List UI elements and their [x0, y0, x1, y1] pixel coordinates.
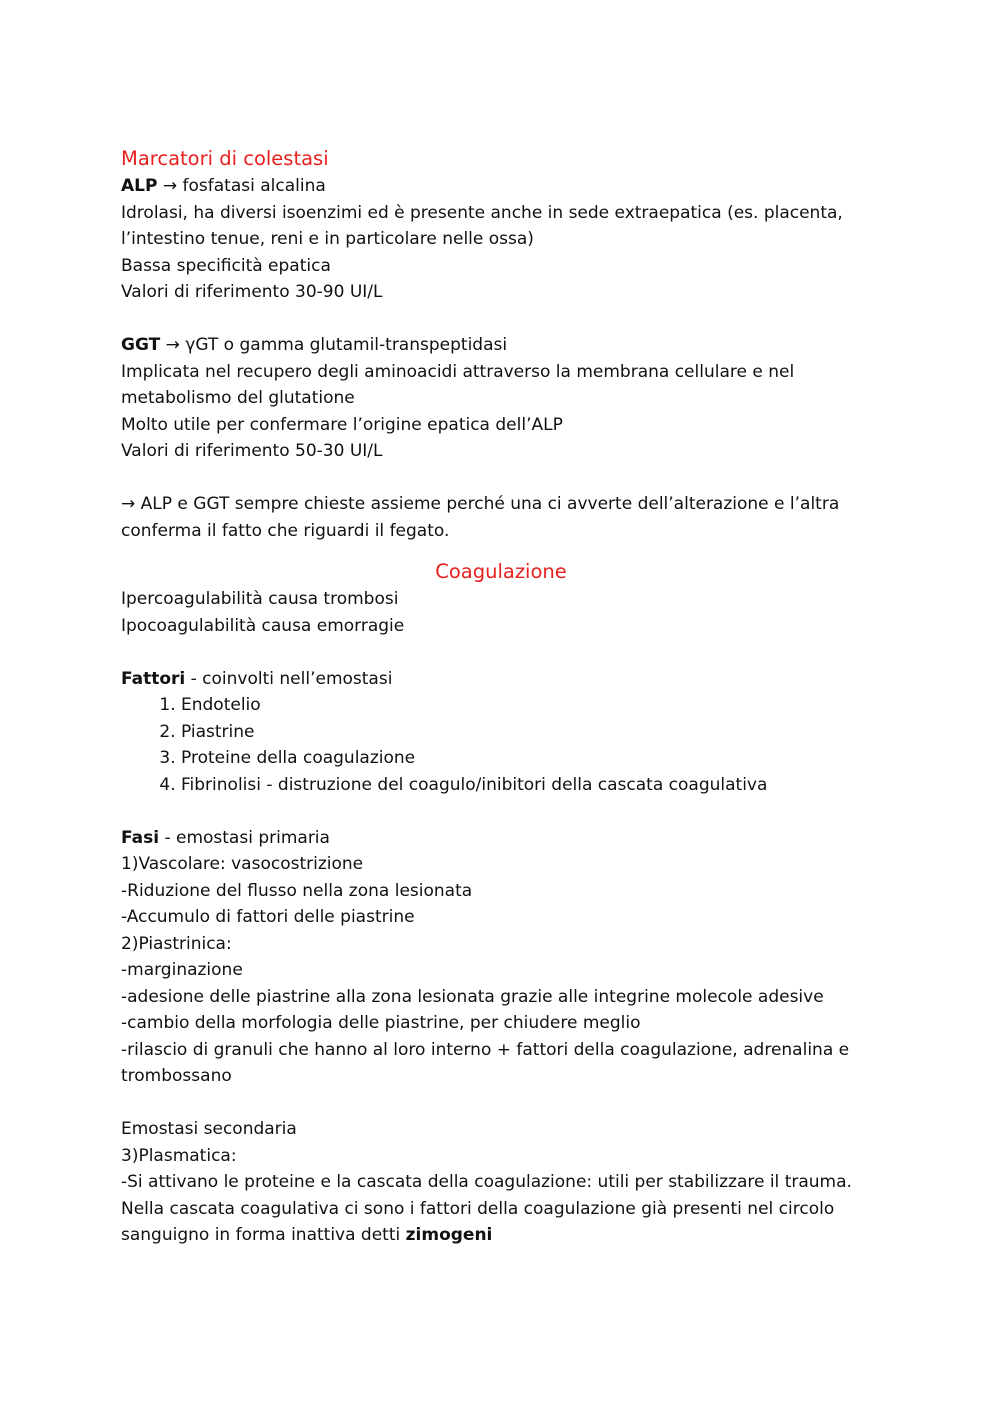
spacer — [121, 798, 881, 825]
fasi-line: -cambio della morfologia delle piastrine, per chiudere meglio — [121, 1013, 641, 1033]
ggt-title — [121, 332, 881, 359]
fasi-line: 2)Piastrinica: — [121, 933, 232, 954]
spacer — [121, 544, 881, 558]
fasi-line: -marginazione — [121, 960, 243, 980]
fattori-list — [121, 692, 881, 798]
spacer — [121, 306, 881, 333]
fasi-line: 1)Vascolare: vasocostrizione — [121, 854, 364, 874]
fasi-label: Fasi — [121, 827, 160, 848]
alp-title — [121, 173, 881, 200]
section-heading-colestasi: Marcatori di colestasi — [121, 147, 329, 170]
ggt-label: GGT — [121, 335, 161, 355]
list-item: 2. Piastrine — [181, 719, 881, 746]
section-heading-coagulazione: Coagulazione — [435, 560, 567, 583]
alp-line: Idrolasi, ha diversi isoenzimi ed è presente anche in sede extraepatica (es. placenta, l’intestino tenue, reni e in particolare nelle ossa) — [121, 202, 849, 249]
ggt-line: Implicata nel recupero degli aminoacidi attraverso la membrana cellulare e nel metabolismo del glutatione — [121, 361, 800, 408]
alp-label: ALP — [121, 176, 158, 196]
document-page — [121, 145, 881, 1249]
ggt-line: Molto utile per confermare l’origine epatica dell’ALP — [121, 414, 563, 435]
intro-line: Ipercoagulabilità causa trombosi — [121, 589, 399, 609]
secondaria-line: -Si attivano le proteine e la cascata della coagulazione: utili per stabilizzare il trauma. — [121, 1172, 852, 1192]
fattori-label: Fattori — [121, 668, 186, 689]
ggt-title-text: → γGT o gamma glutamil-transpeptidasi — [160, 335, 508, 355]
fasi-title-text: - emostasi primaria — [159, 827, 330, 848]
list-item: 1. Endotelio — [181, 692, 881, 719]
fasi-line: -Accumulo di fattori delle piastrine — [121, 907, 415, 927]
secondaria-last-line — [121, 1196, 881, 1249]
list-item: 3. Proteine della coagulazione — [181, 745, 881, 772]
spacer — [121, 639, 881, 666]
alp-ggt-note: → ALP e GGT sempre chieste assieme perché una ci avverte dell’alterazione e l’altra conferma il fatto che riguardi il fegato. — [121, 494, 845, 541]
list-item: 4. Fibrinolisi - distruzione del coagulo/inibitori della cascata coagulativa — [181, 772, 881, 799]
alp-line: Bassa specificità epatica — [121, 255, 331, 276]
fasi-line: -Riduzione del flusso nella zona lesionata — [121, 880, 473, 901]
fasi-line: -rilascio di granuli che hanno al loro interno + fattori della coagulazione, adrenalina e trombossano — [121, 1039, 855, 1086]
fasi-line: -adesione delle piastrine alla zona lesionata grazie alle integrine molecole adesive — [121, 986, 824, 1007]
secondaria-line: Emostasi secondaria — [121, 1119, 297, 1139]
zimogeni-term: zimogeni — [405, 1225, 493, 1245]
alp-title-text: → fosfatasi alcalina — [157, 176, 326, 196]
spacer — [121, 1090, 881, 1117]
spacer — [121, 465, 881, 492]
ggt-line: Valori di riferimento 50-30 UI/L — [121, 441, 383, 461]
fattori-title — [121, 666, 881, 693]
intro-line: Ipocoagulabilità causa emorragie — [121, 615, 405, 636]
alp-line: Valori di riferimento 30-90 UI/L — [121, 282, 383, 302]
fattori-title-text: - coinvolti nell’emostasi — [185, 668, 393, 689]
secondaria-line: 3)Plasmatica: — [121, 1145, 237, 1166]
secondaria-last-text: Nella cascata coagulativa ci sono i fattori della coagulazione già presenti nel circolo sanguigno in forma inattiva detti — [121, 1198, 840, 1245]
fasi-title — [121, 825, 881, 852]
